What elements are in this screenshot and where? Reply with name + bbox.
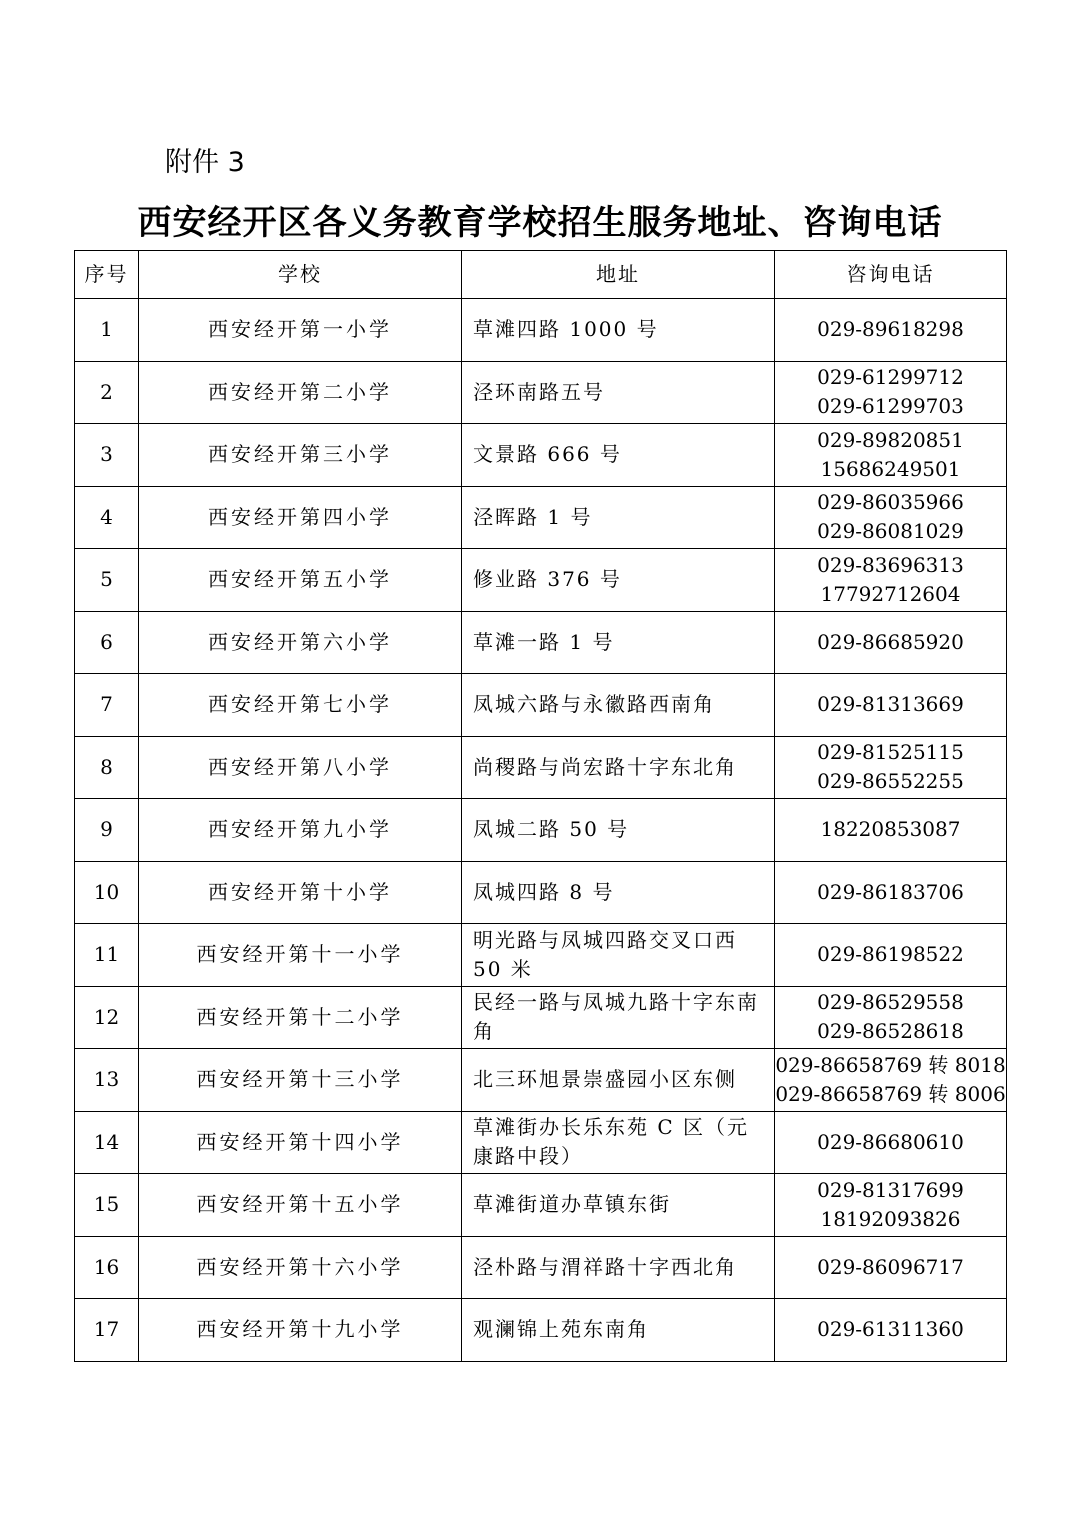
school-name: 西安经开第十五小学 <box>139 1174 462 1237</box>
phone-cell <box>775 924 1007 987</box>
phone-number: 029-86528618 <box>817 1019 964 1044</box>
row-number: 11 <box>75 924 139 987</box>
phone-number: 029-89820851 <box>817 427 964 452</box>
school-name: 西安经开第三小学 <box>139 424 462 487</box>
phone-number: 029-81525115 <box>817 740 964 765</box>
phone-number: 029-83696313 <box>817 552 964 577</box>
row-number: 14 <box>75 1111 139 1174</box>
school-address: 北三环旭景崇盛园小区东侧 <box>462 1049 775 1112</box>
phone-cell <box>775 986 1007 1049</box>
phone-number: 029-81317699 <box>817 1177 964 1202</box>
school-address: 草滩一路 1 号 <box>462 611 775 674</box>
table-row <box>75 799 1007 862</box>
school-name: 西安经开第六小学 <box>139 611 462 674</box>
school-address: 修业路 376 号 <box>462 549 775 612</box>
phone-number: 029-86183706 <box>817 879 964 904</box>
school-name: 西安经开第十九小学 <box>139 1299 462 1362</box>
phone-cell <box>775 1111 1007 1174</box>
table-row <box>75 736 1007 799</box>
school-table <box>74 250 1007 1362</box>
phone-number: 15686249501 <box>820 456 961 481</box>
phone-number: 029-86035966 <box>817 490 964 515</box>
school-name: 西安经开第八小学 <box>139 736 462 799</box>
table-row <box>75 1049 1007 1112</box>
row-number: 16 <box>75 1236 139 1299</box>
school-address: 凤城六路与永徽路西南角 <box>462 674 775 737</box>
table-row <box>75 361 1007 424</box>
school-name: 西安经开第七小学 <box>139 674 462 737</box>
school-address: 泾朴路与渭祥路十字西北角 <box>462 1236 775 1299</box>
school-address: 尚稷路与尚宏路十字东北角 <box>462 736 775 799</box>
school-name: 西安经开第十三小学 <box>139 1049 462 1112</box>
school-name: 西安经开第四小学 <box>139 486 462 549</box>
phone-cell <box>775 1236 1007 1299</box>
phone-number: 029-81313669 <box>817 692 964 717</box>
column-header-no: 序号 <box>75 251 139 299</box>
school-name: 西安经开第十四小学 <box>139 1111 462 1174</box>
row-number: 10 <box>75 861 139 924</box>
school-name: 西安经开第十小学 <box>139 861 462 924</box>
school-address: 草滩街办长乐东苑 C 区（元康路中段） <box>462 1111 775 1174</box>
table-row <box>75 486 1007 549</box>
school-name: 西安经开第十一小学 <box>139 924 462 987</box>
row-number: 3 <box>75 424 139 487</box>
table-row <box>75 424 1007 487</box>
phone-cell <box>775 549 1007 612</box>
column-header-address: 地址 <box>462 251 775 299</box>
attachment-label: 附件 3 <box>165 147 245 178</box>
row-number: 1 <box>75 299 139 362</box>
table-header-row <box>75 251 1007 299</box>
school-address: 凤城二路 50 号 <box>462 799 775 862</box>
phone-number: 029-86081029 <box>817 519 964 544</box>
table-row <box>75 1111 1007 1174</box>
column-header-phone: 咨询电话 <box>775 251 1007 299</box>
row-number: 17 <box>75 1299 139 1362</box>
school-name: 西安经开第十二小学 <box>139 986 462 1049</box>
row-number: 7 <box>75 674 139 737</box>
table-row <box>75 1236 1007 1299</box>
phone-number: 029-86680610 <box>817 1129 964 1154</box>
row-number: 9 <box>75 799 139 862</box>
phone-cell <box>775 799 1007 862</box>
column-header-school: 学校 <box>139 251 462 299</box>
table-row <box>75 299 1007 362</box>
phone-number: 029-61299703 <box>817 394 964 419</box>
table-row <box>75 1174 1007 1237</box>
school-name: 西安经开第二小学 <box>139 361 462 424</box>
table-row <box>75 1299 1007 1362</box>
row-number: 13 <box>75 1049 139 1112</box>
phone-cell <box>775 611 1007 674</box>
table-row <box>75 986 1007 1049</box>
phone-cell <box>775 1049 1007 1112</box>
phone-number: 18192093826 <box>820 1206 961 1231</box>
row-number: 8 <box>75 736 139 799</box>
phone-number: 18220853087 <box>820 817 961 842</box>
table-body <box>75 299 1007 1362</box>
phone-cell <box>775 299 1007 362</box>
school-address: 民经一路与凤城九路十字东南角 <box>462 986 775 1049</box>
phone-number: 029-86096717 <box>817 1254 964 1279</box>
phone-number: 029-61311360 <box>817 1317 964 1342</box>
school-address: 观澜锦上苑东南角 <box>462 1299 775 1362</box>
phone-number: 029-86198522 <box>817 942 964 967</box>
school-address: 明光路与凤城四路交叉口西 50 米 <box>462 924 775 987</box>
phone-cell <box>775 361 1007 424</box>
phone-number: 029-89618298 <box>817 317 964 342</box>
phone-cell <box>775 736 1007 799</box>
row-number: 6 <box>75 611 139 674</box>
phone-number: 029-86552255 <box>817 769 964 794</box>
school-address: 文景路 666 号 <box>462 424 775 487</box>
table-row <box>75 924 1007 987</box>
phone-cell <box>775 861 1007 924</box>
school-name: 西安经开第一小学 <box>139 299 462 362</box>
school-address: 草滩四路 1000 号 <box>462 299 775 362</box>
row-number: 5 <box>75 549 139 612</box>
school-name: 西安经开第九小学 <box>139 799 462 862</box>
phone-number: 029-61299712 <box>817 365 964 390</box>
row-number: 15 <box>75 1174 139 1237</box>
phone-cell <box>775 486 1007 549</box>
school-address: 凤城四路 8 号 <box>462 861 775 924</box>
row-number: 12 <box>75 986 139 1049</box>
row-number: 4 <box>75 486 139 549</box>
school-name: 西安经开第十六小学 <box>139 1236 462 1299</box>
phone-cell <box>775 1299 1007 1362</box>
document-title: 西安经开区各义务教育学校招生服务地址、咨询电话 <box>137 203 943 243</box>
school-address: 泾晖路 1 号 <box>462 486 775 549</box>
phone-number: 029-86658769 转 8006 <box>775 1081 1006 1106</box>
table-row <box>75 549 1007 612</box>
phone-number: 029-86529558 <box>817 990 964 1015</box>
phone-number: 17792712604 <box>820 581 961 606</box>
table-row <box>75 861 1007 924</box>
table-row <box>75 611 1007 674</box>
phone-cell <box>775 674 1007 737</box>
school-name: 西安经开第五小学 <box>139 549 462 612</box>
phone-number: 029-86658769 转 8018 <box>775 1052 1006 1077</box>
phone-number: 029-86685920 <box>817 629 964 654</box>
row-number: 2 <box>75 361 139 424</box>
school-address: 草滩街道办草镇东街 <box>462 1174 775 1237</box>
phone-cell <box>775 424 1007 487</box>
school-address: 泾环南路五号 <box>462 361 775 424</box>
phone-cell <box>775 1174 1007 1237</box>
table-row <box>75 674 1007 737</box>
